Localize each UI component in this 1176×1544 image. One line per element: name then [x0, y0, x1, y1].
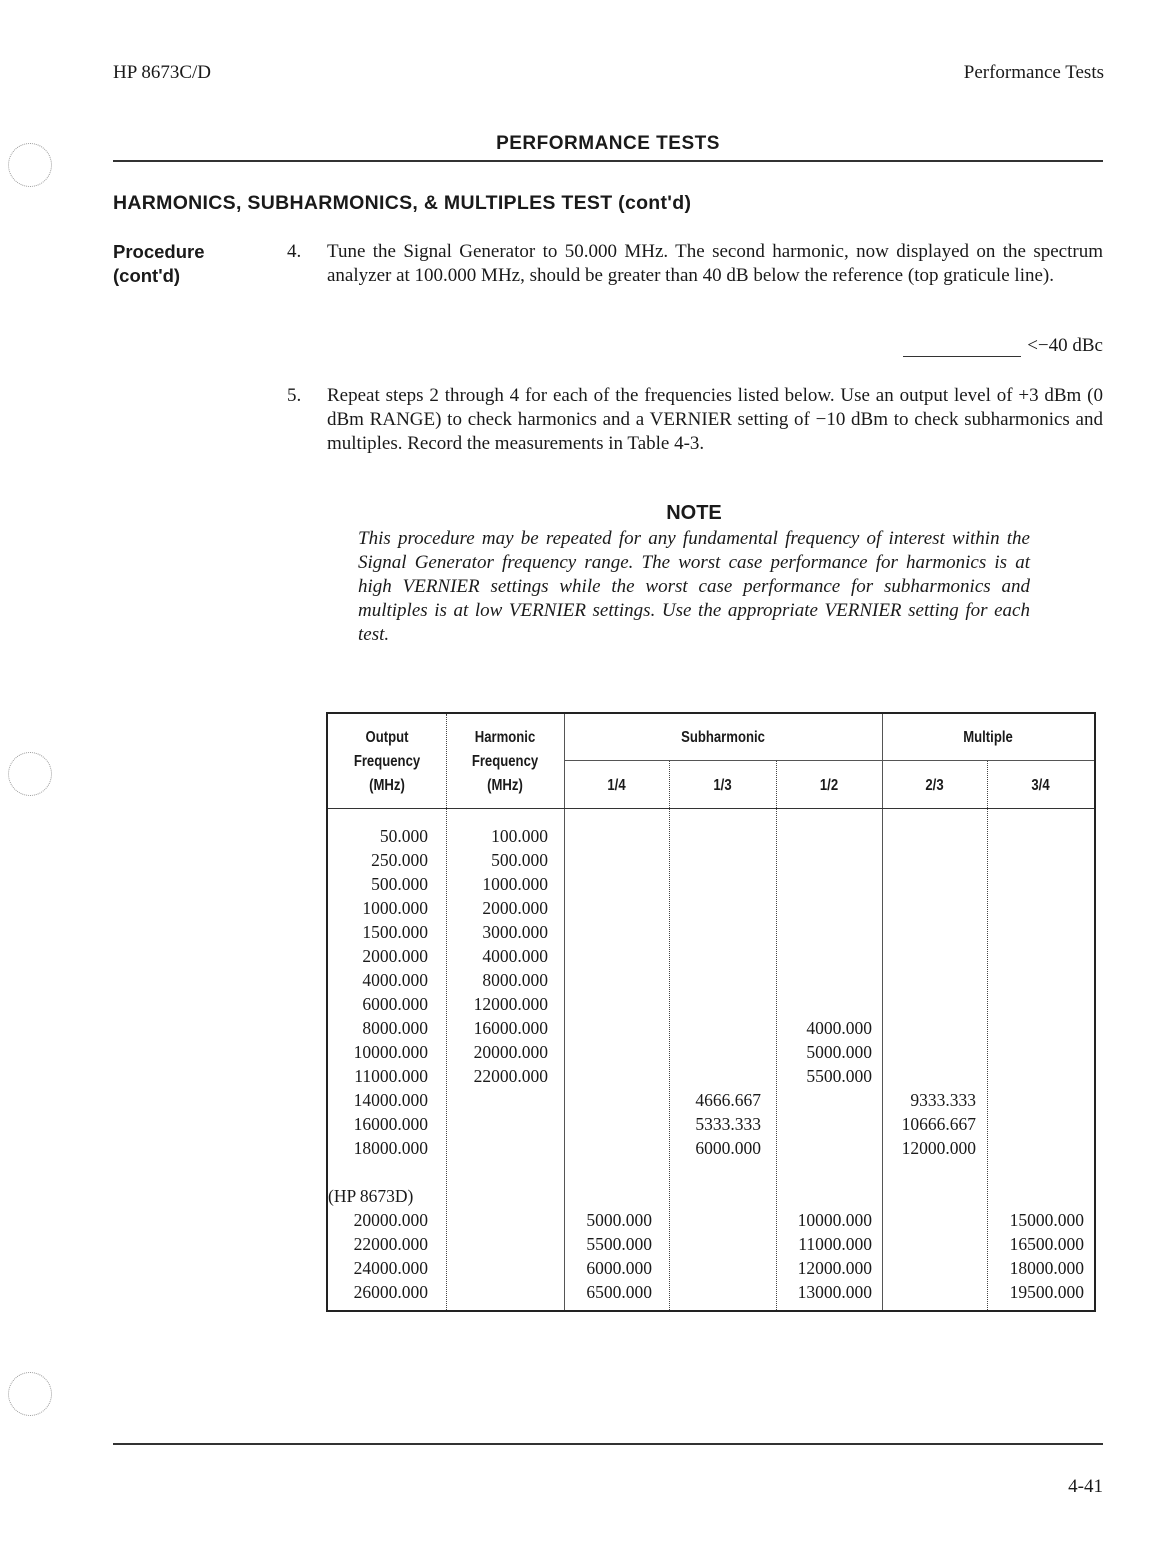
table-cell: [564, 1040, 652, 1064]
table-cell: [564, 896, 652, 920]
step-number: 4.: [287, 241, 302, 262]
header-bottom-rule: [328, 808, 1094, 809]
table-cell: [882, 1184, 976, 1208]
header-text: (MHz): [487, 777, 523, 794]
table-cell: 1500.000: [362, 922, 428, 942]
table-cell: [669, 992, 761, 1016]
header-text: Frequency: [353, 753, 421, 770]
table-cell: [987, 992, 1084, 1016]
table-cell: [987, 1064, 1084, 1088]
table-cell: 9333.333: [910, 1090, 976, 1110]
table-cell: [987, 920, 1084, 944]
table-cell: [669, 1280, 761, 1304]
table-cell: 11000.000: [798, 1234, 872, 1254]
note-body: This procedure may be repeated for any fundamental frequency of interest within the Signal Generator frequency range. The worst case performance for harmonics is at high VERNIER settings while the worst case performance for subharmonics and multiples is at low VERNIER settings. Use the appropriate VERNIER setting for each test.: [358, 528, 1030, 645]
header-text: Harmonic: [474, 729, 536, 746]
table-cell: [669, 1232, 761, 1256]
table-cell: [776, 968, 872, 992]
table-cell: 6000.000: [362, 994, 428, 1014]
table-cell: 19500.000: [1009, 1282, 1084, 1302]
table-cell: [564, 1016, 652, 1040]
table-cell: 5500.000: [806, 1066, 872, 1086]
header-harmonic-frequency: [457, 726, 554, 798]
column-multiple-2-3: [882, 824, 976, 1304]
table-cell: [669, 872, 761, 896]
table-cell: [882, 1280, 976, 1304]
table-cell: 6500.000: [586, 1282, 652, 1302]
table-cell: 4666.667: [695, 1090, 761, 1110]
table-cell: [669, 1256, 761, 1280]
step-text: Repeat steps 2 through 4 for each of the frequencies listed below. Use an output level of +3 dBm (0 dBm RANGE) to check harmonics and a VERNIER setting of −10 dBm to check subharmonics and multiples. Record the measurements in Table 4-3.: [327, 385, 1103, 454]
header-subrule: [564, 760, 1094, 761]
header-manual-id: HP 8673C/D: [113, 62, 212, 83]
table-cell: [776, 872, 872, 896]
binder-hole-middle: [8, 752, 52, 796]
note-title: NOTE: [666, 502, 722, 524]
table-cell: [446, 1232, 548, 1256]
table-cell: [446, 1256, 548, 1280]
table-cell: [669, 1040, 761, 1064]
table-cell: [564, 872, 652, 896]
header-chapter: Performance Tests: [963, 62, 1104, 83]
table-cell: 20000.000: [473, 1042, 548, 1062]
table-cell: [564, 992, 652, 1016]
table-cell: [987, 896, 1084, 920]
table-cell: 12000.000: [901, 1138, 976, 1158]
table-cell: [446, 1208, 548, 1232]
table-cell: [882, 896, 976, 920]
table-cell: 13000.000: [797, 1282, 872, 1302]
header-output-frequency: [339, 726, 436, 798]
table-cell: 1000.000: [362, 898, 428, 918]
table-cell: [564, 920, 652, 944]
table-cell: [882, 1064, 976, 1088]
table-cell: [564, 1112, 652, 1136]
table-cell: 4000.000: [482, 946, 548, 966]
table-cell: 22000.000: [473, 1066, 548, 1086]
table-cell: [987, 968, 1084, 992]
table-cell: 16000.000: [473, 1018, 548, 1038]
table-cell: 100.000: [491, 826, 548, 846]
table-cell: [776, 1136, 872, 1160]
table-cell: [776, 1160, 872, 1184]
table-cell: [669, 848, 761, 872]
table-cell: [882, 1232, 976, 1256]
table-cell: 18000.000: [353, 1138, 428, 1158]
table-cell: 12000.000: [797, 1258, 872, 1278]
table-cell: 12000.000: [473, 994, 548, 1014]
table-cell: [669, 968, 761, 992]
table-cell: [446, 1280, 548, 1304]
table-cell: 1000.000: [482, 874, 548, 894]
column-subharmonic-1-4: [564, 824, 652, 1304]
table-cell: [776, 1184, 872, 1208]
table-cell: 50.000: [379, 826, 428, 846]
table-cell: [776, 920, 872, 944]
table-cell: [564, 968, 652, 992]
table-cell: [446, 1112, 548, 1136]
table-cell: [564, 944, 652, 968]
header-subharmonic: Subharmonic: [681, 729, 765, 746]
record-blank[interactable]: [903, 342, 1021, 357]
table-cell: [564, 1064, 652, 1088]
table-cell: [987, 1040, 1084, 1064]
table-cell: 20000.000: [353, 1210, 428, 1230]
table-cell: [776, 992, 872, 1016]
table-cell: 500.000: [491, 850, 548, 870]
table-cell: 10666.667: [901, 1114, 976, 1134]
table-cell: 5000.000: [806, 1042, 872, 1062]
column-harmonic-frequency: [446, 824, 548, 1304]
table-cell: [669, 1208, 761, 1232]
table-cell: 250.000: [371, 850, 428, 870]
step-5: [287, 384, 1103, 456]
table-cell: [446, 1160, 548, 1184]
table-cell: [987, 848, 1084, 872]
table-cell: [987, 1136, 1084, 1160]
table-cell: [669, 1064, 761, 1088]
table-cell: [882, 824, 976, 848]
procedure-label-line1: Procedure: [113, 241, 205, 262]
table-cell: [564, 1160, 652, 1184]
table-cell: [446, 1088, 548, 1112]
table-cell: 5500.000: [586, 1234, 652, 1254]
table-cell: 4000.000: [806, 1018, 872, 1038]
table-cell: [564, 1088, 652, 1112]
table-cell: [882, 1016, 976, 1040]
table-cell: [882, 848, 976, 872]
table-cell: 26000.000: [353, 1282, 428, 1302]
table-cell: [776, 896, 872, 920]
column-subharmonic-1-2: [776, 824, 872, 1304]
table-cell: [446, 1184, 548, 1208]
column-subharmonic-1-3: [669, 824, 761, 1304]
table-cell: [669, 944, 761, 968]
table-cell: (HP 8673D): [328, 1186, 414, 1206]
table-cell: [669, 1184, 761, 1208]
table-cell: [446, 1136, 548, 1160]
table-cell: [669, 1016, 761, 1040]
column-multiple-3-4: [987, 824, 1084, 1304]
subsection-title: HARMONICS, SUBHARMONICS, & MULTIPLES TEST (cont'd): [113, 192, 692, 214]
table-cell: [669, 920, 761, 944]
divider-bottom: [113, 1443, 1103, 1445]
table-cell: [328, 1160, 428, 1184]
table-cell: [564, 1136, 652, 1160]
table-cell: [882, 920, 976, 944]
binder-hole-bottom: [8, 1372, 52, 1416]
table-cell: 16500.000: [1009, 1234, 1084, 1254]
table-cell: [882, 1208, 976, 1232]
table-cell: [776, 848, 872, 872]
table-cell: [882, 1160, 976, 1184]
table-cell: 16000.000: [353, 1114, 428, 1134]
table-cell: 10000.000: [353, 1042, 428, 1062]
header-sub-1-2: 1/2: [819, 777, 839, 794]
table-cell: [882, 944, 976, 968]
table-cell: [669, 1160, 761, 1184]
table-cell: [669, 896, 761, 920]
table-cell: [564, 824, 652, 848]
table-cell: [882, 992, 976, 1016]
table-cell: 3000.000: [482, 922, 548, 942]
table-cell: [882, 968, 976, 992]
table-cell: [776, 824, 872, 848]
header-sub-1-4: 1/4: [607, 777, 626, 794]
table-cell: [776, 944, 872, 968]
table-cell: [987, 1088, 1084, 1112]
header-multiple: Multiple: [963, 729, 1013, 746]
table-cell: [669, 824, 761, 848]
table-cell: 2000.000: [362, 946, 428, 966]
table-cell: 6000.000: [695, 1138, 761, 1158]
table-cell: [882, 1256, 976, 1280]
table-cell: [882, 1040, 976, 1064]
table-cell: 500.000: [371, 874, 428, 894]
table-cell: 8000.000: [482, 970, 548, 990]
table-cell: 22000.000: [353, 1234, 428, 1254]
table-cell: 18000.000: [1009, 1258, 1084, 1278]
table-cell: 11000.000: [354, 1066, 428, 1086]
step-4: [287, 240, 1103, 288]
table-cell: [564, 848, 652, 872]
procedure-label-line2: (cont'd): [113, 265, 181, 286]
table-cell: [987, 1160, 1084, 1184]
table-cell: 15000.000: [1009, 1210, 1084, 1230]
header-text: (MHz): [369, 777, 405, 794]
table-cell: [987, 1016, 1084, 1040]
table-cell: 10000.000: [797, 1210, 872, 1230]
procedure-label: [113, 240, 205, 288]
table-cell: [987, 944, 1084, 968]
table-cell: 4000.000: [362, 970, 428, 990]
divider-top: [113, 160, 1103, 162]
step-text: Tune the Signal Generator to 50.000 MHz. The second harmonic, now displayed on the spectrum analyzer at 100.000 MHz, should be greater than 40 dB below the reference (top graticule line).: [327, 241, 1103, 286]
header-text: Output: [365, 729, 409, 746]
header-sub-1-3: 1/3: [713, 777, 732, 794]
table-cell: [564, 1184, 652, 1208]
table-cell: [987, 1184, 1084, 1208]
table-cell: 14000.000: [353, 1090, 428, 1110]
table-cell: [987, 872, 1084, 896]
table-cell: 8000.000: [362, 1018, 428, 1038]
page-number: 4-41: [1068, 1476, 1103, 1497]
header-text: Frequency: [471, 753, 539, 770]
table-cell: [776, 1088, 872, 1112]
table-cell: 5333.333: [695, 1114, 761, 1134]
header-mult-3-4: 3/4: [1031, 777, 1050, 794]
table-cell: 2000.000: [482, 898, 548, 918]
table-cell: 5000.000: [586, 1210, 652, 1230]
table-cell: [987, 824, 1084, 848]
header-mult-2-3: 2/3: [925, 777, 944, 794]
frequency-table: [326, 712, 1096, 1312]
spec-record-line: [903, 335, 1103, 357]
table-cell: [776, 1112, 872, 1136]
step-number: 5.: [287, 385, 302, 406]
table-cell: 24000.000: [353, 1258, 428, 1278]
table-cell: [987, 1112, 1084, 1136]
section-title: PERFORMANCE TESTS: [496, 133, 720, 154]
table-cell: 6000.000: [586, 1258, 652, 1278]
spec-value: <−40 dBc: [1027, 335, 1103, 356]
table-cell: [882, 872, 976, 896]
column-output-frequency: [328, 824, 428, 1304]
